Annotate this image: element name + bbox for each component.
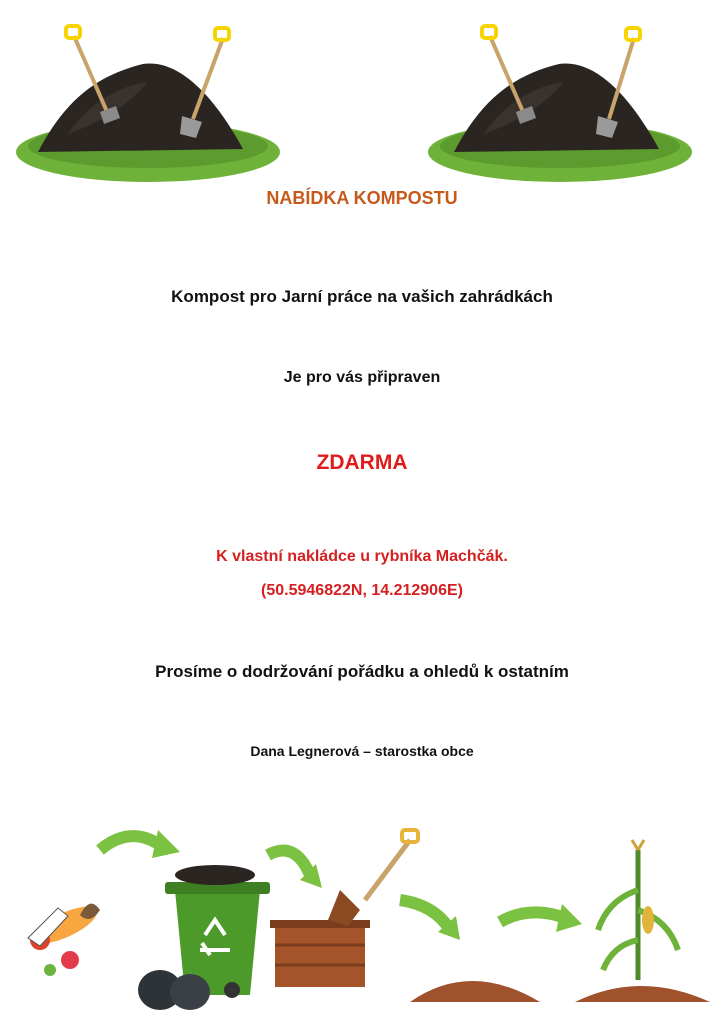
corn-plant-icon xyxy=(575,840,710,1002)
food-scraps-icon xyxy=(28,899,102,976)
free-text: ZDARMA xyxy=(316,451,408,474)
request-text: Prosíme o dodržování pořádku a ohledů k ostatním xyxy=(155,662,569,681)
page-title: NABÍDKA KOMPOSTU xyxy=(266,188,458,208)
shovel-icon xyxy=(328,830,418,926)
location-text: K vlastní nakládce u rybníka Machčák. xyxy=(216,548,508,565)
compost-pile-right xyxy=(424,24,696,200)
arrow-icon xyxy=(400,900,450,930)
ready-text: Je pro vás připraven xyxy=(283,369,441,386)
compost-heap xyxy=(38,64,243,152)
signature-text: Dana Legnerová – starostka obce xyxy=(250,743,474,759)
compost-pile-left xyxy=(8,24,280,200)
composting-process-illustration xyxy=(10,820,714,1020)
arrow-icon xyxy=(100,836,160,850)
arrow-icon xyxy=(268,851,310,876)
intro-text: Kompost pro Jarní práce na vašich zahrádkách xyxy=(171,287,553,306)
compost-heap xyxy=(454,64,659,152)
coordinates-text: (50.5946822N, 14.212906E) xyxy=(261,582,463,599)
compost-crate-icon xyxy=(270,920,370,987)
soil-mound-icon xyxy=(410,981,540,1002)
arrow-icon xyxy=(500,912,565,922)
